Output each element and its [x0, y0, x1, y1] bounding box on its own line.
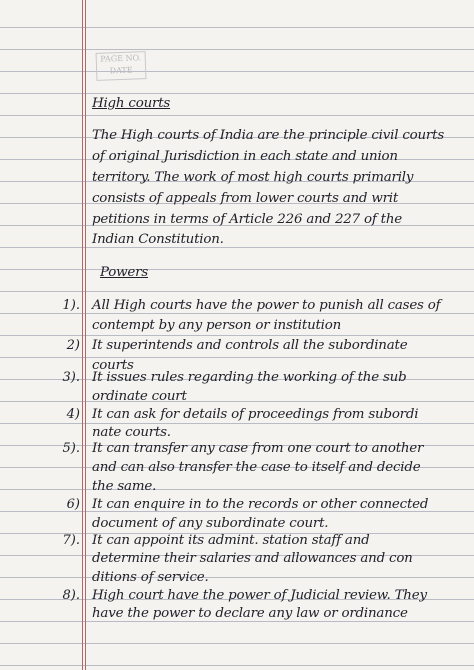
- page-stamp: PAGE NO. DATE: [96, 51, 147, 81]
- section-heading: Powers: [100, 265, 148, 280]
- item-line: It can appoint its admint. station staff and: [92, 533, 370, 548]
- intro-line: petitions in terms of Article 226 and 227 of the: [92, 212, 402, 227]
- intro-line: The High courts of India are the principle civil courts: [92, 128, 444, 143]
- item-number: 2): [66, 338, 80, 353]
- item-number: 7).: [62, 533, 80, 548]
- item-line: It can transfer any case from one court to another: [92, 441, 424, 456]
- item-line: the same.: [92, 479, 157, 494]
- item-number: 6): [66, 497, 80, 512]
- item-number: 8).: [62, 588, 80, 603]
- item-line: contempt by any person or institution: [92, 318, 342, 333]
- item-line: ditions of service.: [92, 570, 209, 585]
- intro-line: of original Jurisdiction in each state and union: [92, 149, 398, 164]
- intro-line: territory. The work of most high courts primarily: [92, 170, 414, 185]
- item-number: 3).: [62, 370, 80, 385]
- item-line: have the power to declare any law or ordinance: [92, 606, 408, 621]
- intro-line: consists of appeals from lower courts and writ: [92, 191, 399, 206]
- item-line: and can also transfer the case to itself and decide: [92, 460, 421, 475]
- item-line: nate courts.: [92, 425, 171, 440]
- item-line: courts: [92, 358, 134, 373]
- item-number: 1).: [62, 298, 80, 313]
- item-line: High court have the power of Judicial review. They: [92, 588, 427, 603]
- item-line: It can enquire in to the records or other connected: [92, 497, 429, 512]
- item-number: 5).: [62, 441, 80, 456]
- margin-line: [82, 0, 83, 670]
- page-title: High courts: [92, 96, 171, 111]
- item-line: All High courts have the power to punish all cases of: [92, 298, 441, 313]
- item-line: ordinate court: [92, 389, 187, 404]
- item-line: document of any subordinate court.: [92, 516, 329, 531]
- item-line: It can ask for details of proceedings from subordi: [92, 407, 419, 422]
- item-number: 4): [66, 407, 80, 422]
- intro-line: Indian Constitution.: [92, 232, 224, 247]
- item-line: determine their salaries and allowances and con: [92, 551, 413, 566]
- item-line: It issues rules regarding the working of the sub: [92, 370, 407, 385]
- margin-line: [85, 0, 86, 670]
- item-line: It superintends and controls all the subordinate: [92, 338, 408, 353]
